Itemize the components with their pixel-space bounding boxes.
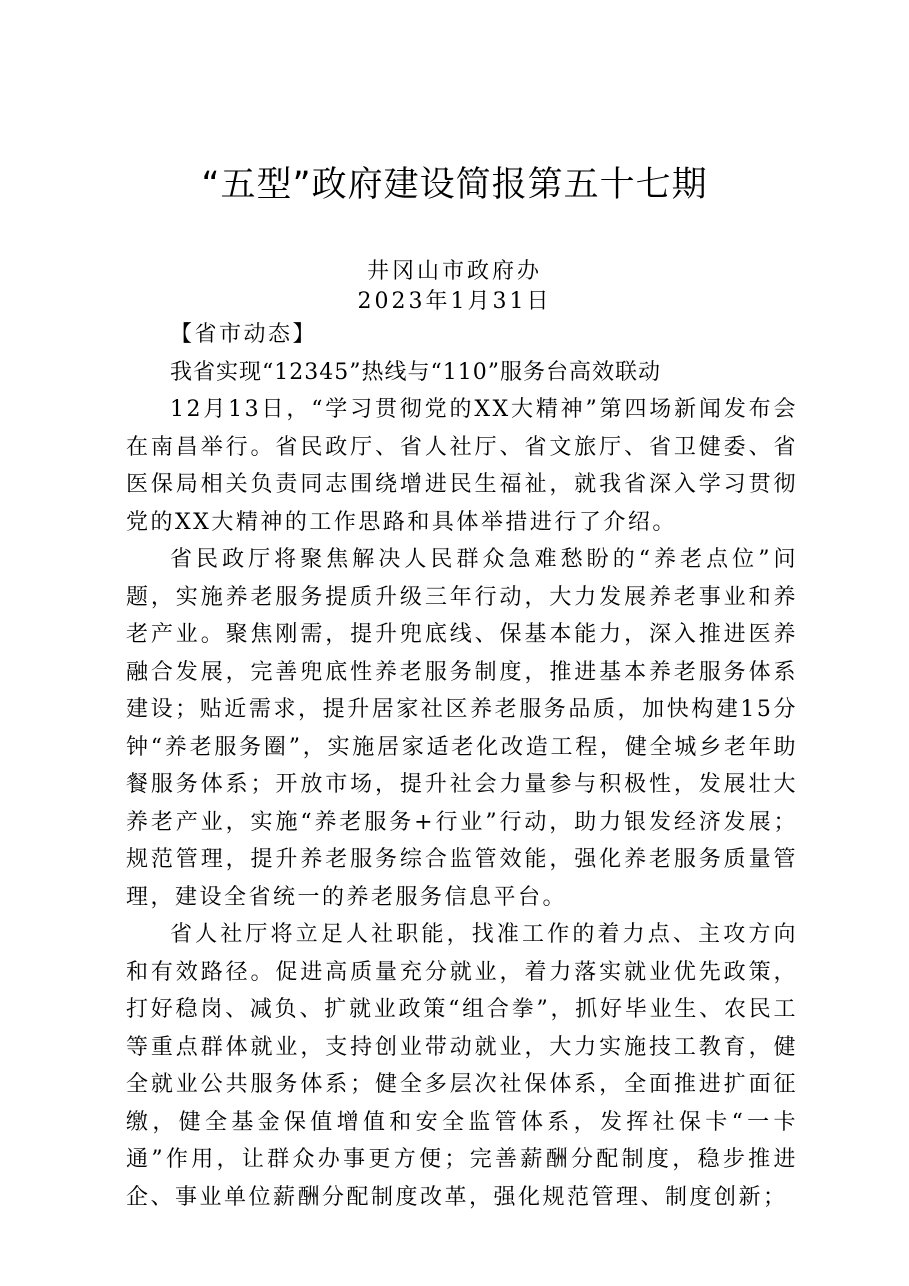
section-heading: 【省市动态】 bbox=[170, 322, 318, 347]
issuing-organization: 井冈山市政府办 bbox=[366, 259, 542, 284]
document-title: “五型”政府建设简报第五十七期 bbox=[201, 165, 708, 205]
issue-date: 2023年1月31日 bbox=[357, 289, 552, 314]
body-paragraph: 省民政厅将聚焦解决人民群众急难愁盼的“养老点位”问题，实施养老服务提质升级三年行动，大力发展养老事业和养老产业。聚焦刚需，提升兜底线、保基本能力，深入推进医养融合发展，完善兜底性养老服务制度，推进基本养老服务体系建设；贴近需求，提升居家社区养老服务品质，加快构建15分钟“养老服务圈”，实施居家适老化改造工程，健全城乡老年助餐服务体系；开放市场，提升社会力量参与积极性，发展壮大养老产业，实施“养老服务+行业”行动，助力银发经济发展；规范管理，提升养老服务综合监管效能，强化养老服务质量管理，建设全省统一的养老服务信息平台。 bbox=[126, 547, 798, 910]
body-paragraph: 省人社厅将立足人社职能，找准工作的着力点、主攻方向和有效路径。促进高质量充分就业，着力落实就业优先政策，打好稳岗、减负、扩就业政策“组合拳”，抓好毕业生、农民工等重点群体就业，支持创业带动就业，大力实施技工教育，健全就业公共服务体系；健全多层次社保体系，全面推进扩面征缴，健全基金保值增值和安全监管体系，发挥社保卡“一卡通”作用，让群众办事更方便；完善薪酬分配制度，稳步推进企、事业单位薪酬分配制度改革，强化规范管理、制度创新； bbox=[126, 922, 798, 1210]
news-headline: 我省实现“12345”热线与“110”服务台高效联动 bbox=[170, 359, 661, 385]
body-paragraph: 12月13日，“学习贯彻党的XX大精神”第四场新闻发布会在南昌举行。省民政厅、省人社厅、省文旅厅、省卫健委、省医保局相关负责同志围绕增进民生福祉，就我省深入学习贯彻党的XX大精神的工作思路和具体举措进行了介绍。 bbox=[126, 397, 798, 535]
document-body bbox=[126, 316, 798, 1216]
